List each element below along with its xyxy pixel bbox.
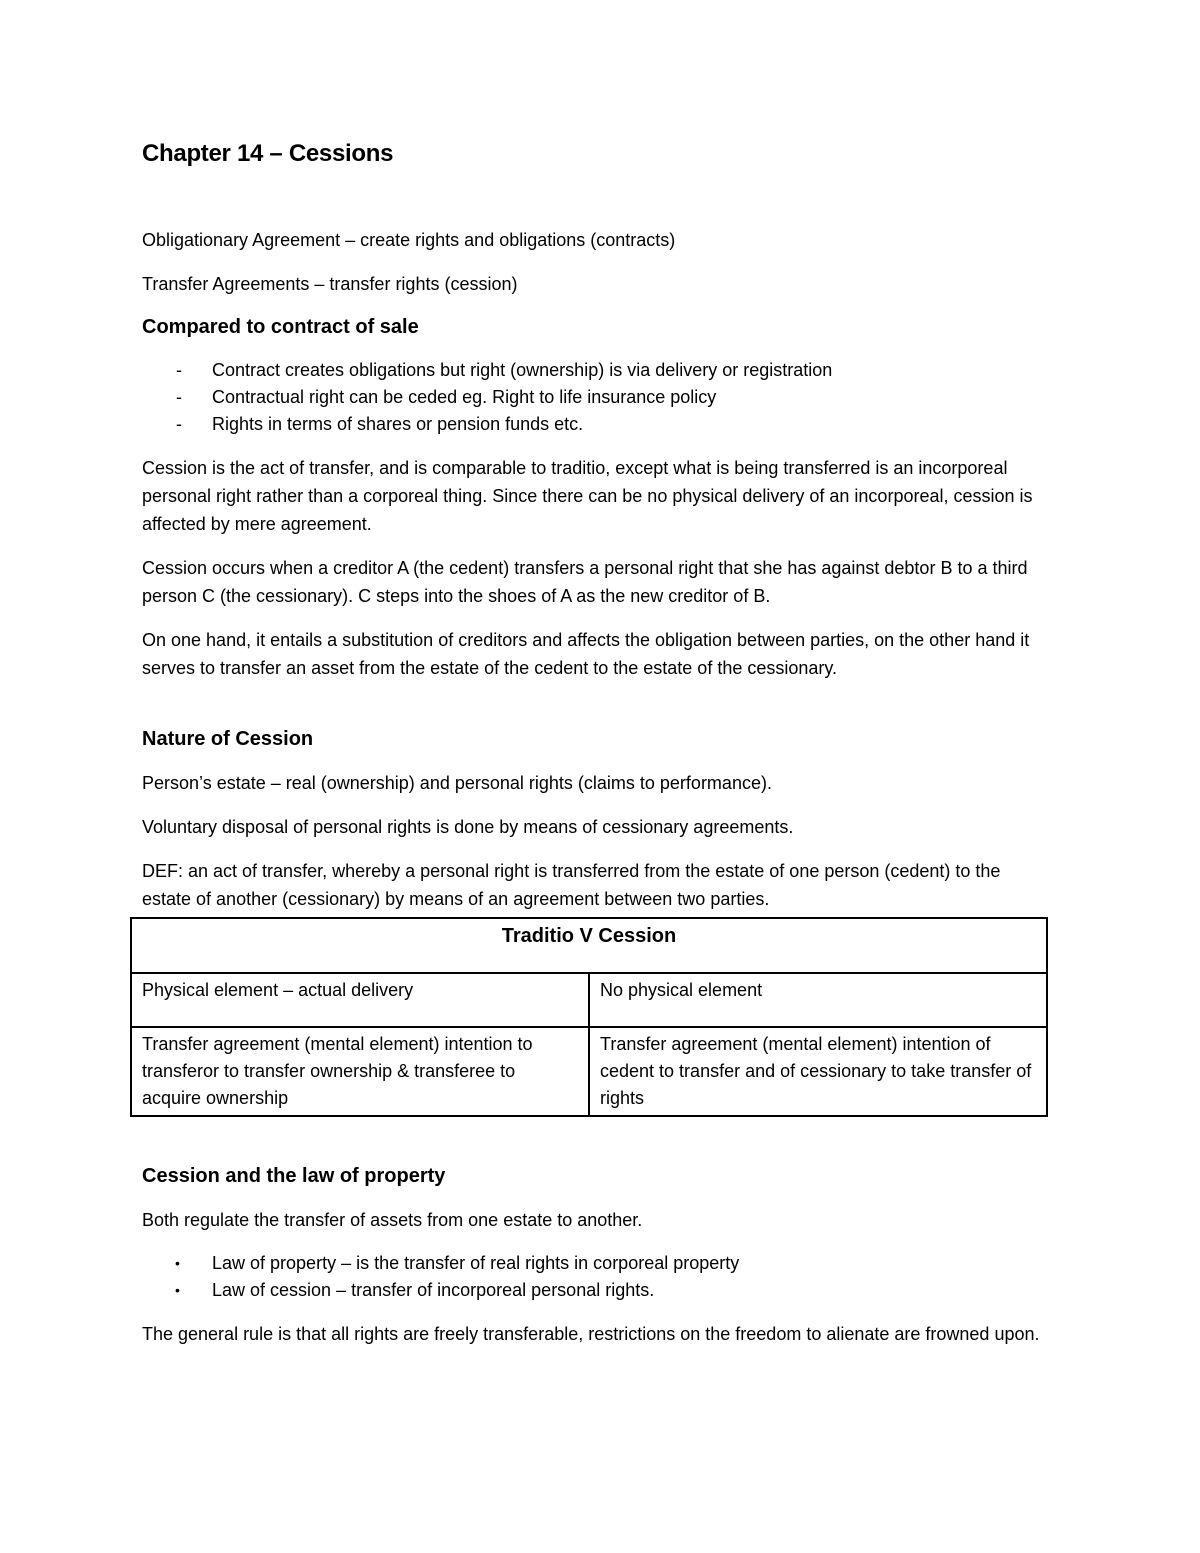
dash-marker: - (176, 360, 182, 380)
list-item (142, 357, 1052, 384)
list-item-text: Rights in terms of shares or pension funds etc. (212, 414, 584, 434)
both-regulate-paragraph: Both regulate the transfer of assets from one estate to another. (142, 1210, 643, 1230)
page-title: Chapter 14 – Cessions (142, 140, 394, 167)
dash-marker: - (176, 414, 182, 434)
def-paragraph: DEF: an act of transfer, whereby a personal right is transferred from the estate of one person (cedent) to the estate of another (cessionary) by means of an agreement between two parties. (142, 861, 1001, 909)
substitution-paragraph: On one hand, it entails a substitution of creditors and affects the obligation between parties, on the other hand it serves to transfer an asset from the estate of the cedent to the estate of the cessionary. (142, 630, 1030, 678)
list-item (142, 1250, 1052, 1277)
property-cession-list (142, 1250, 1052, 1304)
table-header-row (131, 918, 1047, 973)
nature-of-cession-heading: Nature of Cession (142, 728, 314, 750)
general-rule-paragraph: The general rule is that all rights are freely transferable, restrictions on the freedom to alienate are frowned upon. (142, 1324, 1040, 1344)
table-row (131, 973, 1047, 1027)
table-cell: No physical element (589, 973, 1047, 1027)
section-spacer (142, 698, 1052, 728)
cession-occurs-paragraph: Cession occurs when a creditor A (the cedent) transfers a personal right that she has against debtor B to a third person C (the cessionary). C steps into the shoes of A as the new creditor of B. (142, 558, 1028, 606)
obligationary-agreement-text: Obligationary Agreement – create rights and obligations (contracts) (142, 230, 676, 250)
contract-of-sale-heading: Compared to contract of sale (142, 316, 419, 338)
sale-comparison-list (142, 357, 1052, 438)
table-cell: Transfer agreement (mental element) intention of cedent to transfer and of cessionary to take transfer of rights (589, 1027, 1047, 1116)
traditio-cession-table (130, 917, 1048, 1117)
cession-definition-paragraph: Cession is the act of transfer, and is comparable to traditio, except what is being transferred is an incorporeal personal right rather than a corporeal thing. Since there can be no physical delivery of an incorporeal, cession is affected by mere agreement. (142, 458, 1033, 534)
bullet-marker: • (175, 1282, 180, 1298)
bullet-marker: • (175, 1255, 180, 1271)
dash-marker: - (176, 387, 182, 407)
list-item (142, 384, 1052, 411)
persons-estate-paragraph: Person’s estate – real (ownership) and personal rights (claims to performance). (142, 773, 772, 793)
list-item (142, 411, 1052, 438)
list-item (142, 1277, 1052, 1304)
list-item-text: Law of property – is the transfer of real rights in corporeal property (212, 1253, 740, 1273)
transfer-agreements-text: Transfer Agreements – transfer rights (cession) (142, 274, 518, 294)
table-heading: Traditio V Cession (131, 918, 1047, 973)
list-item-text: Law of cession – transfer of incorporeal personal rights. (212, 1280, 655, 1300)
table-cell: Physical element – actual delivery (131, 973, 589, 1027)
list-item-text: Contract creates obligations but right (ownership) is via delivery or registration (212, 360, 833, 380)
list-item-text: Contractual right can be ceded eg. Right to life insurance policy (212, 387, 717, 407)
law-of-property-heading: Cession and the law of property (142, 1165, 446, 1187)
voluntary-disposal-paragraph: Voluntary disposal of personal rights is done by means of cessionary agreements. (142, 817, 794, 837)
table-row (131, 1027, 1047, 1116)
table-cell: Transfer agreement (mental element) intention to transferor to transfer ownership & transferee to acquire ownership (131, 1027, 589, 1116)
document-page (142, 140, 1052, 1364)
